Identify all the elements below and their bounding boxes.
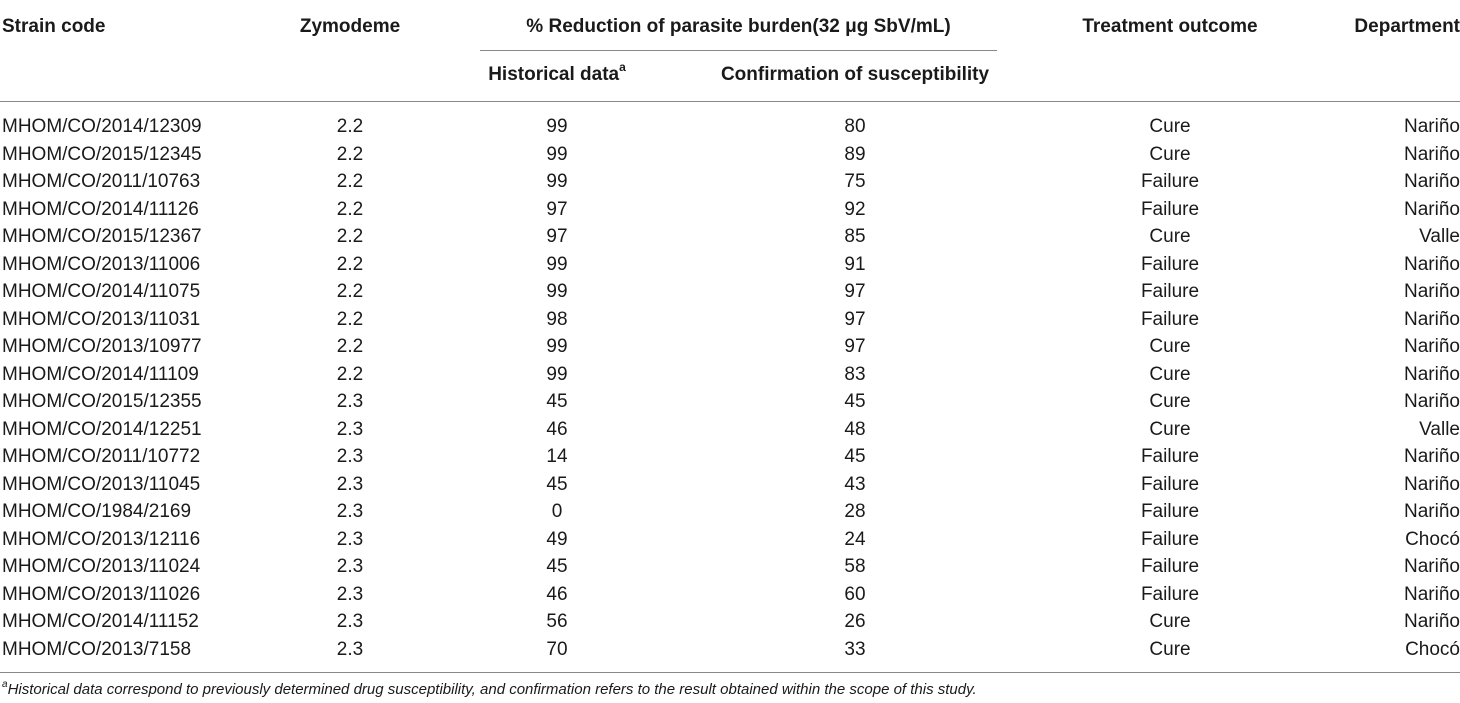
cell-treatment-outcome: Cure (1149, 363, 1191, 385)
cell-strain-code: MHOM/CO/2013/11045 (2, 473, 201, 495)
cell-treatment-outcome: Failure (1140, 528, 1200, 550)
cell-historical: 56 (546, 611, 568, 632)
header-historical-label: Historical data (488, 64, 620, 85)
cell-zymodeme: 2.3 (336, 446, 364, 467)
cell-historical: 99 (546, 171, 568, 192)
cell-confirmation: 91 (844, 253, 866, 275)
cell-treatment-outcome: Failure (1140, 473, 1200, 495)
cell-strain-code: MHOM/CO/2013/12116 (2, 528, 201, 550)
table-row (0, 251, 1460, 279)
cell-treatment-outcome: Cure (1149, 336, 1191, 357)
cell-department: Valle (1419, 418, 1460, 440)
table-row (0, 388, 1460, 416)
cell-zymodeme: 2.2 (336, 226, 364, 247)
cell-zymodeme: 2.3 (336, 556, 364, 577)
cell-department: Nariño (1404, 391, 1460, 412)
cell-department: Nariño (1404, 308, 1460, 330)
cell-strain-code: MHOM/CO/2015/12355 (2, 391, 202, 412)
footnote-marker: a (619, 59, 626, 74)
cell-treatment-outcome: Cure (1149, 116, 1191, 137)
table-row (0, 443, 1460, 471)
header-department: Department (1354, 16, 1460, 37)
header-strain-code: Strain code (2, 16, 106, 37)
cell-zymodeme: 2.2 (336, 281, 364, 302)
table-row (0, 498, 1460, 526)
cell-department: Nariño (1404, 473, 1460, 495)
table-row (0, 333, 1460, 361)
cell-confirmation: 75 (844, 171, 866, 192)
cell-department: Chocó (1405, 528, 1460, 550)
table-row (0, 526, 1460, 554)
cell-historical: 49 (546, 528, 568, 550)
cell-department: Nariño (1404, 171, 1460, 192)
cell-historical: 70 (546, 638, 568, 660)
cell-confirmation: 26 (844, 611, 866, 632)
cell-zymodeme: 2.2 (336, 253, 364, 275)
cell-zymodeme: 2.3 (336, 473, 364, 495)
cell-treatment-outcome: Cure (1149, 143, 1191, 165)
cell-zymodeme: 2.3 (336, 638, 364, 660)
table-row (0, 608, 1460, 636)
cell-strain-code: MHOM/CO/2014/12309 (2, 116, 202, 137)
cell-department: Nariño (1404, 336, 1460, 357)
cell-department: Nariño (1404, 281, 1460, 302)
cell-historical: 98 (546, 308, 568, 330)
cell-confirmation: 43 (844, 473, 866, 495)
cell-zymodeme: 2.2 (336, 143, 364, 165)
cell-strain-code: MHOM/CO/2014/11109 (2, 363, 199, 385)
cell-confirmation: 45 (844, 446, 866, 467)
header-historical-data (482, 59, 632, 86)
cell-historical: 99 (546, 363, 568, 385)
cell-historical: 45 (546, 391, 568, 412)
cell-department: Nariño (1404, 253, 1460, 275)
cell-zymodeme: 2.2 (336, 336, 364, 357)
cell-treatment-outcome: Cure (1149, 226, 1191, 247)
cell-historical: 97 (546, 226, 568, 247)
cell-strain-code: MHOM/CO/2014/11126 (2, 198, 199, 220)
table-row (0, 553, 1460, 581)
cell-confirmation: 89 (844, 143, 866, 165)
cell-strain-code: MHOM/CO/2013/11006 (2, 253, 201, 275)
header-confirmation: Confirmation of susceptibility (720, 64, 990, 85)
cell-historical: 99 (546, 116, 568, 137)
cell-strain-code: MHOM/CO/2011/10772 (2, 446, 201, 467)
cell-zymodeme: 2.3 (336, 583, 364, 605)
table-row (0, 636, 1460, 664)
cell-strain-code: MHOM/CO/2014/11075 (2, 281, 201, 302)
table-row (0, 141, 1460, 169)
cell-strain-code: MHOM/CO/2014/12251 (2, 418, 202, 440)
cell-confirmation: 45 (844, 391, 866, 412)
cell-treatment-outcome: Cure (1149, 638, 1191, 660)
cell-confirmation: 60 (844, 583, 866, 605)
cell-treatment-outcome: Failure (1140, 253, 1200, 275)
table-row (0, 113, 1460, 141)
table-bottom-rule (0, 672, 1460, 673)
cell-treatment-outcome: Cure (1149, 391, 1191, 412)
cell-zymodeme: 2.3 (336, 528, 364, 550)
cell-zymodeme: 2.3 (336, 611, 364, 632)
cell-historical: 99 (546, 336, 568, 357)
cell-treatment-outcome: Failure (1140, 501, 1200, 522)
table-footnote (2, 680, 977, 700)
cell-confirmation: 92 (844, 198, 866, 220)
cell-zymodeme: 2.2 (336, 171, 364, 192)
cell-strain-code: MHOM/CO/2014/11152 (2, 611, 199, 632)
cell-historical: 45 (546, 556, 568, 577)
cell-confirmation: 97 (844, 281, 866, 302)
cell-confirmation: 33 (844, 638, 866, 660)
header-reduction-group: % Reduction of parasite burden(32 μg SbV/mL) (526, 16, 951, 37)
cell-zymodeme: 2.3 (336, 501, 364, 522)
cell-historical: 14 (546, 446, 568, 467)
cell-confirmation: 83 (844, 363, 866, 385)
cell-strain-code: MHOM/CO/2011/10763 (2, 171, 201, 192)
cell-zymodeme: 2.2 (336, 308, 364, 330)
header-treatment-outcome: Treatment outcome (1082, 16, 1258, 37)
cell-department: Chocó (1405, 638, 1460, 660)
cell-treatment-outcome: Cure (1149, 418, 1191, 440)
cell-zymodeme: 2.3 (336, 418, 364, 440)
table-row (0, 278, 1460, 306)
cell-zymodeme: 2.2 (336, 116, 364, 137)
table-row (0, 416, 1460, 444)
table-row (0, 196, 1460, 224)
table-row (0, 168, 1460, 196)
table-row (0, 471, 1460, 499)
table-row (0, 581, 1460, 609)
cell-historical: 99 (546, 253, 568, 275)
cell-treatment-outcome: Cure (1149, 611, 1191, 632)
cell-department: Nariño (1404, 501, 1460, 522)
cell-confirmation: 80 (844, 116, 866, 137)
cell-strain-code: MHOM/CO/2013/11024 (2, 556, 201, 577)
cell-historical: 46 (546, 583, 568, 605)
cell-confirmation: 85 (844, 226, 866, 247)
cell-confirmation: 58 (844, 556, 866, 577)
cell-department: Nariño (1404, 198, 1460, 220)
cell-historical: 45 (546, 473, 568, 495)
cell-historical: 46 (546, 418, 568, 440)
cell-treatment-outcome: Failure (1140, 198, 1200, 220)
cell-strain-code: MHOM/CO/2013/11031 (2, 308, 201, 330)
cell-department: Nariño (1404, 556, 1460, 577)
cell-treatment-outcome: Failure (1140, 583, 1200, 605)
cell-department: Nariño (1404, 583, 1460, 605)
cell-treatment-outcome: Failure (1140, 446, 1200, 467)
cell-confirmation: 48 (844, 418, 866, 440)
cell-department: Nariño (1404, 446, 1460, 467)
cell-strain-code: MHOM/CO/2013/11026 (2, 583, 201, 605)
cell-department: Nariño (1404, 611, 1460, 632)
cell-department: Nariño (1404, 143, 1460, 165)
cell-treatment-outcome: Failure (1140, 171, 1200, 192)
cell-department: Nariño (1404, 363, 1460, 385)
cell-historical: 97 (546, 198, 568, 220)
cell-strain-code: MHOM/CO/2013/7158 (2, 638, 192, 660)
footnote-mark: a (2, 679, 8, 690)
cell-department: Valle (1419, 226, 1460, 247)
cell-historical: 99 (546, 281, 568, 302)
table-row (0, 361, 1460, 389)
cell-zymodeme: 2.2 (336, 198, 364, 220)
cell-strain-code: MHOM/CO/2015/12345 (2, 143, 202, 165)
cell-zymodeme: 2.2 (336, 363, 364, 385)
cell-strain-code: MHOM/CO/2013/10977 (2, 336, 202, 357)
cell-strain-code: MHOM/CO/2015/12367 (2, 226, 202, 247)
header-zymodeme: Zymodeme (299, 16, 401, 37)
cell-treatment-outcome: Failure (1140, 281, 1200, 302)
table-row (0, 223, 1460, 251)
cell-confirmation: 97 (844, 336, 866, 357)
cell-historical: 99 (546, 143, 568, 165)
cell-historical: 0 (551, 501, 563, 522)
cell-strain-code: MHOM/CO/1984/2169 (2, 501, 192, 522)
cell-treatment-outcome: Failure (1140, 556, 1200, 577)
table-row (0, 306, 1460, 334)
cell-confirmation: 97 (844, 308, 866, 330)
cell-department: Nariño (1404, 116, 1460, 137)
cell-treatment-outcome: Failure (1140, 308, 1200, 330)
cell-zymodeme: 2.3 (336, 391, 364, 412)
footnote-text: Historical data correspond to previously determined drug susceptibility, and confirmation refers to the result obtained within the scope of this study. (7, 681, 977, 698)
group-header-rule (480, 50, 997, 51)
header-bottom-rule (0, 101, 1460, 102)
cell-confirmation: 24 (844, 528, 866, 550)
cell-confirmation: 28 (844, 501, 866, 522)
